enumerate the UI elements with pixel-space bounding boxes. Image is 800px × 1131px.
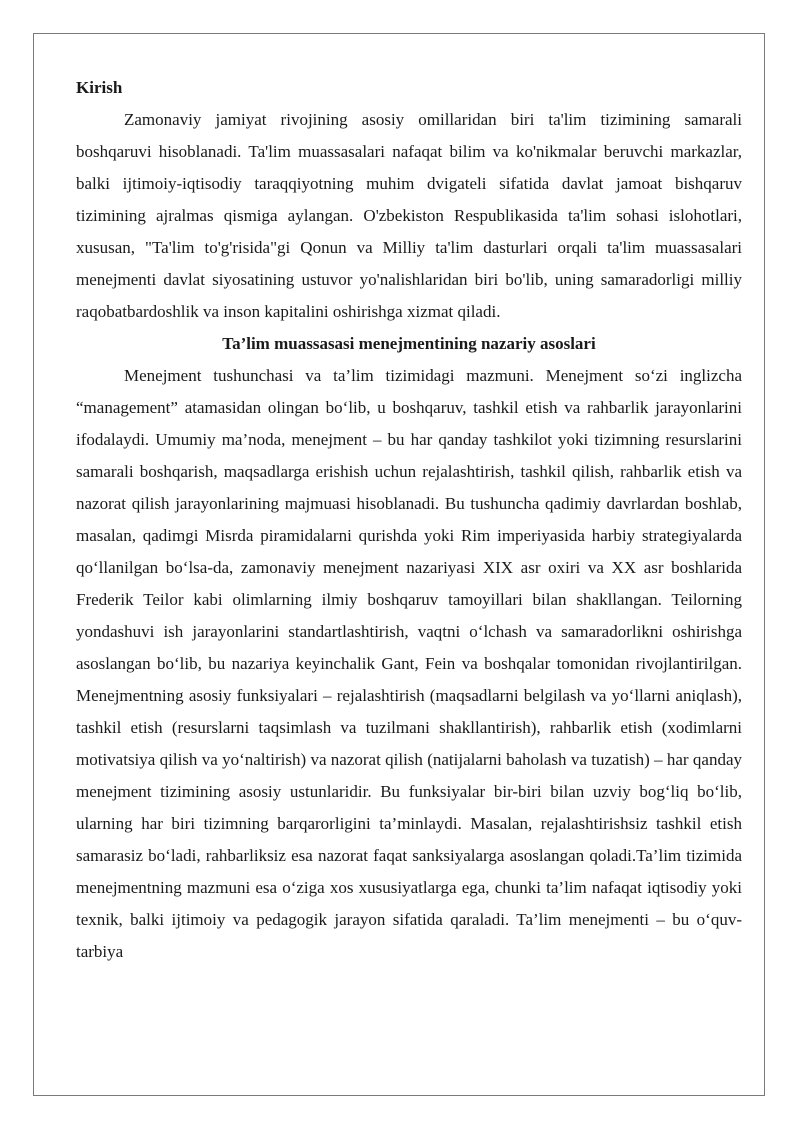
section-paragraph: Menejment tushunchasi va ta’lim tizimidagi mazmuni. Menejment so‘zi inglizcha “management” atamasidan olingan bo‘lib, u boshqaruv, tashkil etish va rahbarlik jarayonlarini ifodalaydi. Umumiy ma’noda, menejment – bu har qanday tashkilot yoki tizimning resurslarini samarali boshqarish, maqsadlarga erishish uchun rejalashtirish, tashkil qilish, rahbarlik etish va nazorat qilish jarayonlarining majmuasi hisoblanadi. Bu tushuncha qadimiy davrlardan boshlab, masalan, qadimgi Misrda piramidalarni qurishda yoki Rim imperiyasida harbiy strategiyalarda qo‘llanilgan bo‘lsa-da, zamonaviy menejment nazariyasi XIX asr oxiri va XX asr boshlarida Frederik Teilor kabi olimlarning ilmiy boshqaruv tamoyillari bilan shakllangan. Teilorning yondashuvi ish jarayonlarini standartlashtirish, vaqtni o‘lchash va samaradorlikni oshirishga asoslangan bo‘lib, bu nazariya keyinchalik Gant, Fein va boshqalar tomonidan rivojlantirilgan. Menejmentning asosiy funksiyalari – rejalashtirish (maqsadlarni belgilash va yo‘llarni aniqlash), tashkil etish (resurslarni taqsimlash va tuzilmani shakllantirish), rahbarlik etish (xodimlarni motivatsiya qilish va yo‘naltirish) va nazorat qilish (natijalarni baholash va tuzatish) – har qanday menejment tizimining asosiy ustunlaridir. Bu funksiyalar bir-biri bilan uzviy bog‘liq bo‘lib, ularning har biri tizimning barqarorligini ta’minlaydi. Masalan, rejalashtirishsiz tashkil etish samarasiz bo‘ladi, rahbarliksiz esa nazorat faqat sanksiyalarga asoslangan qoladi.Ta’lim tizimida menejmentning mazmuni esa o‘ziga xos xususiyatlarga ega, chunki ta’lim nafaqat iqtisodiy yoki texnik, balki ijtimoiy va pedagogik jarayon sifatida qaraladi. Ta’lim menejmenti – bu o‘quv-tarbiya <box>76 366 742 961</box>
section-heading: Ta’lim muassasasi menejmentining nazariy asoslari <box>222 334 596 353</box>
document-body <box>76 72 742 968</box>
intro-paragraph: Zamonaviy jamiyat rivojining asosiy omillaridan biri ta'lim tizimining samarali boshqaruvi hisoblanadi. Ta'lim muassasalari nafaqat bilim va ko'nikmalar beruvchi markazlar, balki ijtimoiy-iqtisodiy taraqqiyotning muhim dvigateli sifatida davlat jamoat bishqaruv tizimining ajralmas qismiga aylangan. O'zbekiston Respublikasida ta'lim sohasi islohotlari, xususan, "Ta'lim to'g'risida"gi Qonun va Milliy ta'lim dasturlari orqali ta'lim muassasalari menejmenti davlat siyosatining ustuvor yo'nalishlaridan biri bo'lib, uning samaradorligi milliy raqobatbardoshlik va inson kapitalini oshirishga xizmat qiladi. <box>76 110 742 321</box>
intro-heading: Kirish <box>76 78 123 97</box>
